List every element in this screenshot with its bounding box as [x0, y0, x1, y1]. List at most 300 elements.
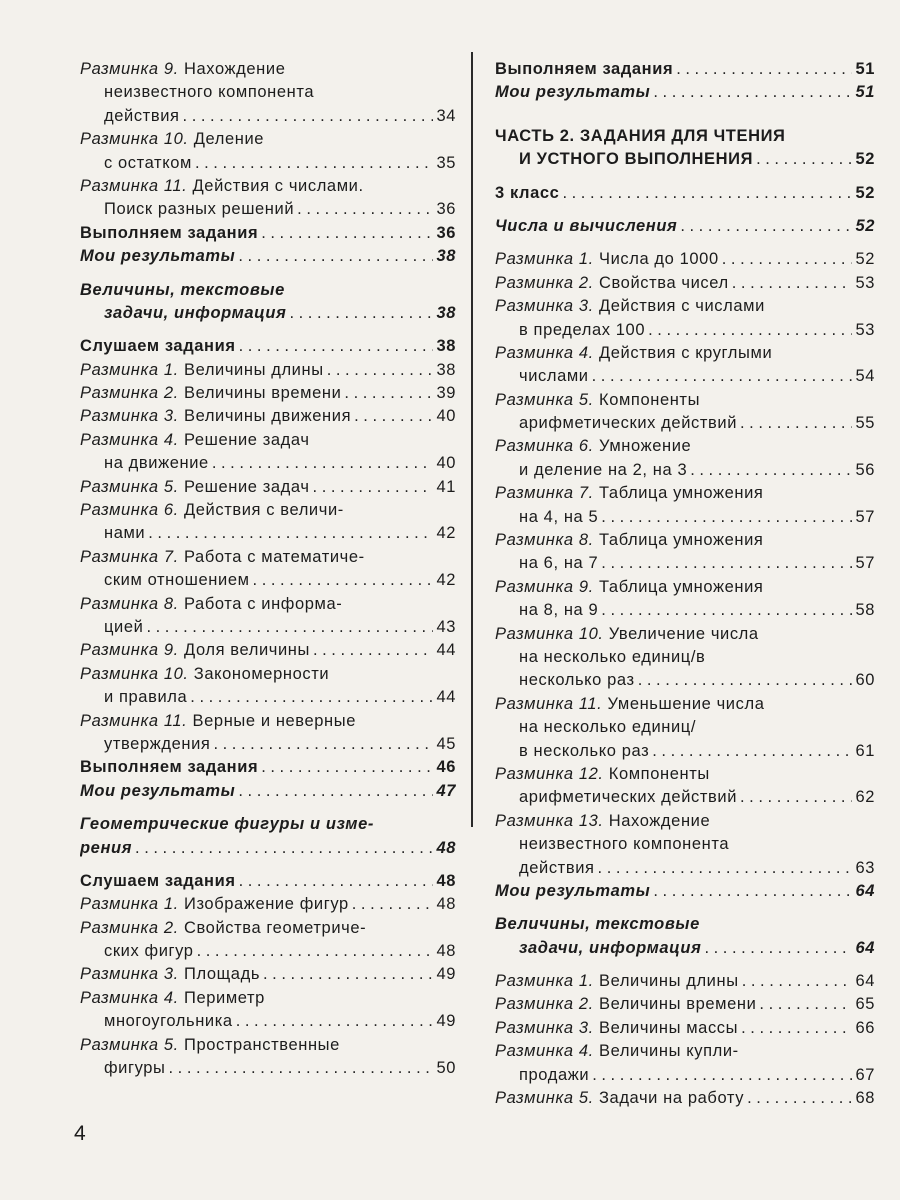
toc-entry-line: [495, 435, 875, 458]
leader-dots: [732, 272, 853, 295]
toc-entry[interactable]: [80, 663, 456, 710]
toc-entry-line: [80, 1057, 456, 1080]
entry-title: неизвестного компонента: [519, 835, 730, 854]
leader-dots: [648, 319, 852, 342]
page-ref: 48: [436, 838, 456, 857]
toc-left-column: [80, 58, 456, 1080]
page-ref: 38: [436, 360, 456, 379]
entry-title: Периметр: [183, 988, 265, 1007]
page-ref: 61: [855, 741, 875, 760]
entry-title: Величины купли-: [598, 1042, 739, 1061]
toc-entry-line: [80, 1010, 456, 1033]
entry-title: Геометрические фигуры и изме-: [80, 815, 374, 834]
toc-entry-line: [495, 1040, 875, 1063]
entry-title: Пространственные: [183, 1035, 340, 1054]
leader-dots: [197, 940, 434, 963]
entry-title: на несколько единиц/в: [519, 647, 706, 666]
warmup-label: Разминка 3.: [80, 965, 179, 984]
entry-title: неизвестного компонента: [104, 83, 315, 102]
toc-entry-line: [80, 756, 456, 779]
warmup-label: Разминка 5.: [80, 1035, 179, 1054]
entry-title: и правила: [104, 688, 188, 707]
toc-entry[interactable]: [495, 1087, 875, 1110]
entry-title: утверждения: [104, 734, 211, 753]
page-ref: 64: [855, 881, 875, 900]
warmup-label: Разминка 2.: [80, 918, 179, 937]
toc-entry-line: [80, 198, 456, 221]
leader-dots: [195, 152, 434, 175]
page-ref: 47: [436, 781, 456, 800]
toc-entry-line: [80, 476, 456, 499]
entry-title: Таблица умножения: [598, 484, 764, 503]
entry-title: Изображение фигур: [183, 895, 349, 914]
toc-entry-line: [80, 522, 456, 545]
toc-entry-line: [495, 646, 875, 669]
toc-entry-line: [495, 599, 875, 622]
toc-entry-line: [495, 1017, 875, 1040]
entry-title: рения: [80, 838, 133, 857]
entry-title: Решение задач: [183, 430, 310, 449]
warmup-label: Разминка 10.: [80, 664, 189, 683]
toc-entry[interactable]: [80, 429, 456, 476]
toc-entry[interactable]: [495, 970, 875, 993]
toc-entry-line: [80, 302, 456, 325]
toc-entry-line: [80, 893, 456, 916]
toc-entry[interactable]: [495, 248, 875, 271]
toc-entry-line: [80, 963, 456, 986]
toc-section-heading[interactable]: [495, 81, 875, 104]
toc-entry-line: [80, 429, 456, 452]
toc-entry-line: [80, 639, 456, 662]
page-ref: 53: [855, 320, 875, 339]
toc-section-heading[interactable]: [80, 813, 456, 860]
toc-section-heading[interactable]: [80, 335, 456, 358]
toc-section-heading[interactable]: [80, 780, 456, 803]
toc-section-heading[interactable]: [495, 880, 875, 903]
entry-title: многоугольника: [104, 1012, 233, 1031]
leader-dots: [747, 1087, 852, 1110]
entry-title: Верные и неверные: [192, 711, 356, 730]
toc-entry-line: [80, 569, 456, 592]
page-ref: 49: [436, 965, 456, 984]
entry-title: на несколько единиц/: [519, 718, 697, 737]
toc-section-heading[interactable]: [80, 245, 456, 268]
toc-entry-line: [495, 1064, 875, 1087]
entry-title: Числа до 1000: [598, 250, 719, 269]
entry-title: ским отношением: [104, 571, 250, 590]
entry-title: Нахождение: [183, 60, 286, 78]
toc-entry-line: [495, 669, 875, 692]
toc-entry-line: [495, 693, 875, 716]
section-spacer: [495, 172, 875, 182]
leader-dots: [261, 756, 433, 779]
entry-title: в несколько раз: [519, 741, 650, 760]
leader-dots: [313, 639, 433, 662]
entry-title: Мои результаты: [495, 83, 651, 102]
leader-dots: [239, 870, 434, 893]
entry-title: в пределах 100: [519, 320, 646, 339]
leader-dots: [238, 245, 433, 268]
leader-dots: [653, 880, 852, 903]
entry-title: Величины длины: [183, 360, 324, 379]
page-ref: 53: [855, 273, 875, 292]
entry-title: Выполняем задания: [495, 60, 674, 78]
page-ref: 34: [436, 106, 456, 125]
toc-entry-line: [495, 623, 875, 646]
warmup-label: Разминка 3.: [495, 1018, 594, 1037]
toc-entry-line: [495, 459, 875, 482]
entry-title: задачи, информация: [104, 303, 287, 322]
toc-entry-line: [495, 148, 875, 171]
toc-entry-line: [495, 786, 875, 809]
entry-title: Выполняем задания: [80, 223, 259, 242]
warmup-label: Разминка 4.: [495, 1042, 594, 1061]
toc-entry-line: [80, 987, 456, 1010]
leader-dots: [601, 599, 852, 622]
entry-title: Деление: [193, 130, 265, 149]
toc-entry[interactable]: [80, 593, 456, 640]
leader-dots: [135, 837, 433, 860]
page-ref: 44: [436, 641, 456, 660]
toc-entry-line: [495, 389, 875, 412]
entry-title: Работа с математиче-: [183, 547, 365, 566]
column-divider: [471, 52, 473, 827]
toc-entry-line: [495, 763, 875, 786]
leader-dots: [148, 522, 433, 545]
leader-dots: [690, 459, 852, 482]
entry-title: Свойства чисел: [598, 273, 729, 292]
page-ref: 52: [855, 183, 875, 202]
toc-entry-line: [80, 105, 456, 128]
entry-title: продажи: [519, 1065, 590, 1084]
toc-section-heading[interactable]: [495, 913, 875, 960]
page-ref: 68: [855, 1089, 875, 1108]
leader-dots: [327, 359, 434, 382]
page-ref: 54: [855, 367, 875, 386]
page-ref: 42: [436, 571, 456, 590]
toc-section-heading[interactable]: [80, 222, 456, 245]
toc-entry-line: [80, 335, 456, 358]
page-ref: 63: [855, 858, 875, 877]
toc-entry-line: [80, 546, 456, 569]
entry-title: Компоненты: [608, 764, 710, 783]
toc-entry[interactable]: [80, 987, 456, 1034]
toc-entry[interactable]: [495, 763, 875, 810]
leader-dots: [592, 365, 853, 388]
warmup-label: Разминка 12.: [495, 764, 604, 783]
page-ref: 64: [855, 972, 875, 991]
entry-title: цией: [104, 617, 144, 636]
toc-entry[interactable]: [80, 893, 456, 916]
toc-entry[interactable]: [80, 710, 456, 757]
page-ref: 57: [855, 554, 875, 573]
toc-entry-line: [495, 58, 875, 81]
page-ref: 49: [436, 1012, 456, 1031]
toc-entry-line: [495, 506, 875, 529]
entry-title: Числа и вычисления: [495, 216, 678, 235]
toc-entry-line: [80, 780, 456, 803]
toc-entry[interactable]: [80, 546, 456, 593]
toc-entry-line: [495, 482, 875, 505]
toc-section-heading[interactable]: [495, 215, 875, 238]
entry-title: Решение задач: [183, 477, 310, 496]
warmup-label: Разминка 6.: [80, 501, 179, 520]
toc-entry[interactable]: [80, 1034, 456, 1081]
section-spacer: [495, 238, 875, 248]
leader-dots: [354, 405, 433, 428]
toc-entry[interactable]: [80, 128, 456, 175]
page-ref: 62: [855, 788, 875, 807]
page-ref: 44: [436, 688, 456, 707]
section-spacer: [495, 903, 875, 913]
toc-entry[interactable]: [495, 576, 875, 623]
toc-entry[interactable]: [495, 1017, 875, 1040]
page-ref: 52: [855, 250, 875, 269]
leader-dots: [759, 993, 852, 1016]
entry-title: несколько раз: [519, 671, 635, 690]
toc-entry[interactable]: [495, 623, 875, 693]
entry-title: Мои результаты: [80, 247, 236, 266]
toc-entry[interactable]: [495, 482, 875, 529]
leader-dots: [722, 248, 853, 271]
page-ref: 52: [855, 216, 875, 235]
toc-entry-line: [80, 58, 456, 81]
toc-entry[interactable]: [495, 272, 875, 295]
warmup-label: Разминка 4.: [80, 988, 179, 1007]
entry-title: Выполняем задания: [80, 758, 259, 777]
leader-dots: [704, 937, 852, 960]
leader-dots: [261, 222, 433, 245]
page-ref: 46: [436, 758, 456, 777]
toc-entry-line: [495, 215, 875, 238]
page-ref: 60: [855, 671, 875, 690]
entry-title: Величины времени: [598, 995, 757, 1014]
toc-entry-line: [80, 405, 456, 428]
entry-title: Действия с величи-: [183, 501, 344, 520]
entry-title: Задачи на работу: [598, 1089, 745, 1108]
toc-entry-line: [495, 937, 875, 960]
warmup-label: Разминка 13.: [495, 811, 604, 830]
warmup-label: Разминка 5.: [495, 390, 594, 409]
leader-dots: [183, 105, 434, 128]
toc-entry[interactable]: [495, 529, 875, 576]
warmup-label: Разминка 10.: [80, 130, 189, 149]
entry-title: Величины длины: [598, 972, 739, 991]
toc-entry-line: [80, 616, 456, 639]
entry-title: Работа с информа-: [183, 594, 343, 613]
warmup-label: Разминка 1.: [80, 360, 179, 379]
entry-title: Величины, текстовые: [495, 915, 700, 934]
toc-entry[interactable]: [80, 405, 456, 428]
toc-entry[interactable]: [495, 1040, 875, 1087]
toc-entry-line: [80, 917, 456, 940]
toc-entry-line: [495, 319, 875, 342]
toc-section-heading[interactable]: [495, 125, 875, 172]
leader-dots: [652, 740, 852, 763]
toc-entry[interactable]: [80, 382, 456, 405]
entry-title: Величины движения: [183, 407, 352, 426]
leader-dots: [741, 1017, 852, 1040]
leader-dots: [313, 476, 434, 499]
toc-entry-line: [495, 716, 875, 739]
warmup-label: Разминка 7.: [80, 547, 179, 566]
toc-entry-line: [495, 125, 875, 148]
toc-entry-line: [80, 837, 456, 860]
entry-title: с остатком: [104, 153, 192, 172]
entry-title: действия: [104, 106, 180, 125]
page-ref: 58: [855, 601, 875, 620]
toc-entry[interactable]: [495, 342, 875, 389]
leader-dots: [253, 569, 434, 592]
toc-entry-line: [495, 248, 875, 271]
toc-entry-line: [495, 970, 875, 993]
leader-dots: [239, 335, 434, 358]
leader-dots: [653, 81, 852, 104]
entry-title: на движение: [104, 454, 209, 473]
toc-entry-line: [495, 1087, 875, 1110]
page-ref: 39: [436, 384, 456, 403]
page-ref: 56: [855, 460, 875, 479]
toc-entry-line: [80, 686, 456, 709]
entry-title: Величины, текстовые: [80, 280, 285, 299]
toc-entry-line: [80, 733, 456, 756]
toc-entry-line: [80, 359, 456, 382]
section-spacer: [80, 803, 456, 813]
toc-entry-line: [80, 813, 456, 836]
toc-entry[interactable]: [495, 693, 875, 763]
entry-title: Действия с числами: [598, 297, 765, 316]
toc-entry-line: [495, 529, 875, 552]
toc-entry-line: [80, 175, 456, 198]
toc-entry[interactable]: [495, 810, 875, 880]
toc-section-heading[interactable]: [80, 279, 456, 326]
toc-entry[interactable]: [80, 359, 456, 382]
section-spacer: [495, 205, 875, 215]
toc-entry[interactable]: [80, 476, 456, 499]
entry-title: на 8, на 9: [519, 601, 599, 620]
toc-entry[interactable]: [495, 295, 875, 342]
section-spacer: [80, 325, 456, 335]
leader-dots: [146, 616, 433, 639]
page-ref: 38: [436, 337, 456, 356]
page-ref: 40: [436, 454, 456, 473]
leader-dots: [676, 58, 852, 81]
toc-entry[interactable]: [495, 993, 875, 1016]
entry-title: действия: [519, 858, 595, 877]
warmup-label: Разминка 11.: [80, 711, 188, 730]
toc-entry-line: [495, 913, 875, 936]
section-spacer: [495, 960, 875, 970]
page-ref: 38: [436, 303, 456, 322]
warmup-label: Разминка 4.: [495, 343, 594, 362]
page-ref: 66: [855, 1018, 875, 1037]
toc-entry[interactable]: [495, 389, 875, 436]
warmup-label: Разминка 8.: [495, 531, 594, 550]
toc-entry-line: [495, 880, 875, 903]
toc-entry[interactable]: [80, 917, 456, 964]
entry-title: Мои результаты: [495, 881, 651, 900]
section-spacer: [80, 860, 456, 870]
page-ref: 48: [436, 871, 456, 890]
toc-entry[interactable]: [80, 963, 456, 986]
toc-section-heading[interactable]: [80, 870, 456, 893]
page-ref: 40: [436, 407, 456, 426]
toc-entry-line: [495, 412, 875, 435]
toc-entry[interactable]: [80, 58, 456, 128]
entry-title: числами: [519, 367, 589, 386]
toc-entry-line: [495, 295, 875, 318]
warmup-label: Разминка 5.: [495, 1089, 594, 1108]
warmup-label: Разминка 11.: [495, 694, 603, 713]
section-spacer: [495, 115, 875, 125]
toc-right-column: [495, 58, 875, 1110]
leader-dots: [289, 302, 433, 325]
page-ref: 42: [436, 524, 456, 543]
toc-section-heading[interactable]: [495, 182, 875, 205]
warmup-label: Разминка 7.: [495, 484, 594, 503]
toc-entry[interactable]: [495, 435, 875, 482]
warmup-label: Разминка 9.: [495, 577, 594, 596]
page-ref: 67: [855, 1065, 875, 1084]
leader-dots: [190, 686, 433, 709]
entry-title: Действия с круглыми: [598, 343, 773, 362]
toc-entry-line: [495, 993, 875, 1016]
toc-entry[interactable]: [80, 639, 456, 662]
warmup-label: Разминка 9.: [80, 641, 179, 660]
warmup-label: Разминка 10.: [495, 624, 604, 643]
warmup-label: Разминка 3.: [80, 407, 179, 426]
page-ref: 38: [436, 247, 456, 266]
toc-entry[interactable]: [80, 175, 456, 222]
entry-title: арифметических действий: [519, 788, 738, 807]
toc-entry-line: [495, 833, 875, 856]
entry-title: ЧАСТЬ 2. ЗАДАНИЯ ДЛЯ ЧТЕНИЯ: [495, 126, 786, 145]
leader-dots: [297, 198, 433, 221]
leader-dots: [740, 412, 852, 435]
warmup-label: Разминка 3.: [495, 297, 594, 316]
warmup-label: Разминка 1.: [80, 895, 179, 914]
toc-entry-line: [80, 222, 456, 245]
entry-title: Закономерности: [193, 664, 330, 683]
entry-title: Слушаем задания: [80, 337, 236, 356]
toc-section-heading[interactable]: [495, 58, 875, 81]
leader-dots: [263, 963, 433, 986]
toc-entry-line: [80, 593, 456, 616]
page-ref: 45: [436, 734, 456, 753]
toc-entry-line: [80, 1034, 456, 1057]
warmup-label: Разминка 8.: [80, 594, 179, 613]
leader-dots: [601, 552, 852, 575]
page-ref: 50: [436, 1059, 456, 1078]
leader-dots: [352, 893, 434, 916]
toc-entry-line: [80, 663, 456, 686]
toc-entry-line: [80, 452, 456, 475]
entry-title: арифметических действий: [519, 414, 738, 433]
page-ref: 48: [436, 942, 456, 961]
toc-entry-line: [495, 857, 875, 880]
leader-dots: [756, 148, 852, 171]
toc-entry-line: [495, 740, 875, 763]
page-ref: 57: [855, 507, 875, 526]
leader-dots: [740, 786, 852, 809]
page-ref: 43: [436, 617, 456, 636]
toc-entry[interactable]: [80, 499, 456, 546]
toc-entry-line: [80, 152, 456, 175]
entry-title: на 4, на 5: [519, 507, 599, 526]
entry-title: задачи, информация: [519, 938, 702, 957]
entry-title: фигуры: [104, 1059, 166, 1078]
toc-section-heading[interactable]: [80, 756, 456, 779]
